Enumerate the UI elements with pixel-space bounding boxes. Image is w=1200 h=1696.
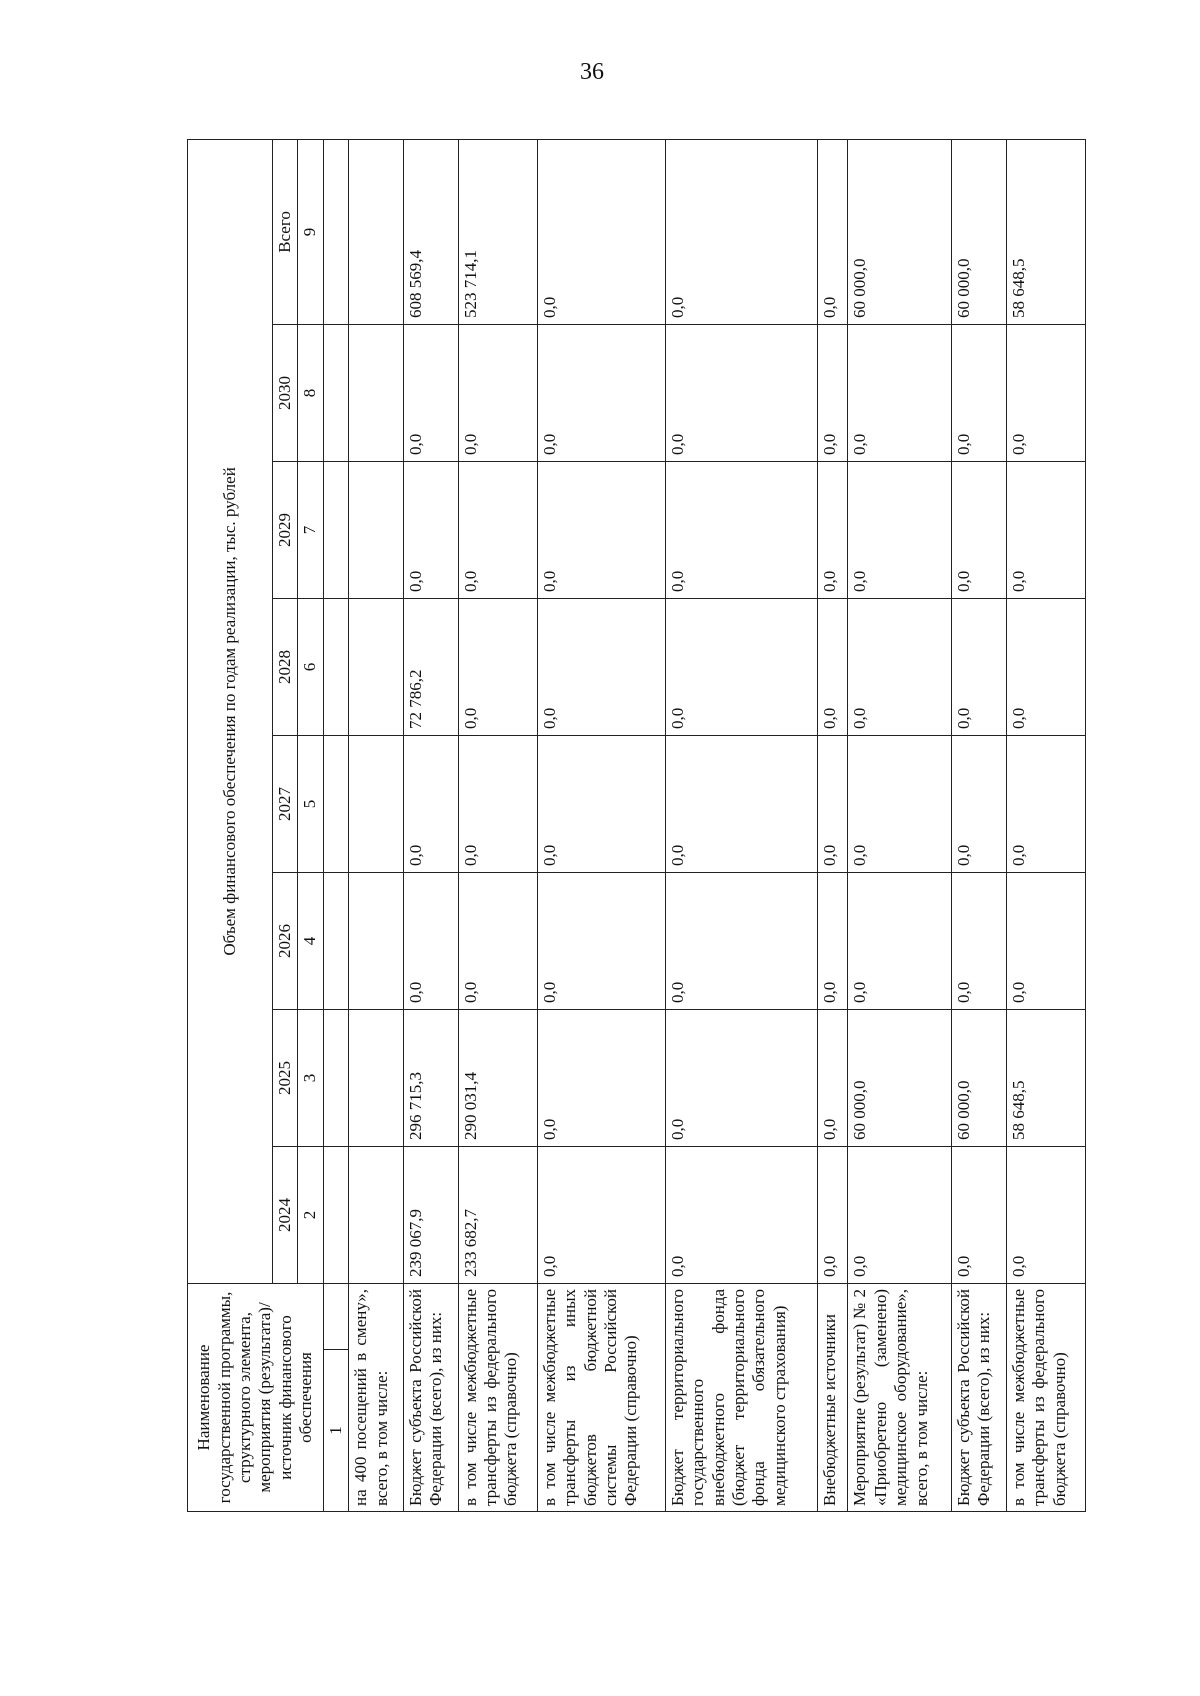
year-header: 2027 [273, 735, 298, 872]
value-cell: 0,0 [952, 324, 1007, 461]
value-cell: 0,0 [1006, 872, 1085, 1009]
value-cell: 0,0 [818, 324, 848, 461]
year-header: 2029 [273, 461, 298, 598]
col-number: 5 [298, 735, 323, 872]
value-cell: 0,0 [818, 461, 848, 598]
value-cell: 0,0 [848, 872, 952, 1009]
value-cell: 72 786,2 [403, 598, 458, 735]
rotated-table-container [187, 140, 1086, 1512]
empty-cell [323, 139, 348, 324]
row-name-cell: Внебюджетные источники [818, 1283, 848, 1511]
year-header: 2024 [273, 1146, 298, 1283]
value-cell: 0,0 [665, 598, 817, 735]
value-cell: 0,0 [952, 1146, 1007, 1283]
header-name-cell: Наименование государственной программы, структурного элемента, мероприятия (результата)/источник финансового обеспечения [188, 1283, 324, 1511]
table-row [665, 139, 817, 1511]
empty-cell [323, 872, 348, 1009]
value-cell: 60 000,0 [952, 1009, 1007, 1146]
row-name-cell: Мероприятие (результат) № 2 «Приобретено (заменено) медицинское оборудование», всего, в том числе: [848, 1283, 952, 1511]
value-cell: 0,0 [818, 1146, 848, 1283]
value-cell: 0,0 [537, 1146, 665, 1283]
value-cell: 0,0 [537, 735, 665, 872]
col-number: 4 [298, 872, 323, 1009]
value-cell [349, 1009, 404, 1146]
value-cell: 0,0 [537, 461, 665, 598]
table-row [818, 139, 848, 1511]
value-cell: 0,0 [537, 872, 665, 1009]
value-cell: 0,0 [818, 735, 848, 872]
row-name-cell: Бюджет территориального государственного внебюджетного фонда (бюджет территориального фонда обязательного медицинского страхования) [665, 1283, 817, 1511]
value-cell: 0,0 [665, 461, 817, 598]
empty-cell [323, 1009, 348, 1146]
col-number: 1 [323, 1350, 348, 1512]
value-cell: 0,0 [1006, 324, 1085, 461]
value-cell: 0,0 [952, 598, 1007, 735]
value-cell: 58 648,5 [1006, 139, 1085, 324]
value-cell: 0,0 [665, 1146, 817, 1283]
finance-table [187, 139, 1086, 1512]
value-cell: 0,0 [1006, 1146, 1085, 1283]
row-name-cell: в том числе межбюджетные трансферты из федерального бюджета (справочно) [1006, 1283, 1085, 1511]
value-cell: 0,0 [665, 872, 817, 1009]
value-cell [349, 735, 404, 872]
year-header: 2028 [273, 598, 298, 735]
value-cell [349, 139, 404, 324]
value-cell: 58 648,5 [1006, 1009, 1085, 1146]
value-cell: 0,0 [458, 461, 537, 598]
value-cell: 0,0 [458, 872, 537, 1009]
year-header: 2025 [273, 1009, 298, 1146]
value-cell [349, 461, 404, 598]
table-row [537, 139, 665, 1511]
value-cell: 0,0 [458, 598, 537, 735]
value-cell: 0,0 [818, 139, 848, 324]
table-row [458, 139, 537, 1511]
value-cell: 608 569,4 [403, 139, 458, 324]
empty-cell [323, 461, 348, 598]
col-number: 7 [298, 461, 323, 598]
year-header: 2026 [273, 872, 298, 1009]
col-number: 2 [298, 1146, 323, 1283]
value-cell [349, 324, 404, 461]
value-cell: 0,0 [665, 139, 817, 324]
value-cell: 0,0 [665, 1009, 817, 1146]
value-cell: 0,0 [848, 324, 952, 461]
value-cell: 0,0 [1006, 598, 1085, 735]
row-name-cell: Бюджет субъекта Российской Федерации (всего), из них: [952, 1283, 1007, 1511]
year-header: Всего [273, 139, 298, 324]
value-cell: 296 715,3 [403, 1009, 458, 1146]
value-cell: 290 031,4 [458, 1009, 537, 1146]
value-cell: 0,0 [848, 735, 952, 872]
empty-cell [323, 735, 348, 872]
value-cell: 0,0 [848, 1146, 952, 1283]
year-header: 2030 [273, 324, 298, 461]
value-cell: 0,0 [952, 735, 1007, 872]
value-cell: 60 000,0 [848, 139, 952, 324]
value-cell [349, 872, 404, 1009]
value-cell: 239 067,9 [403, 1146, 458, 1283]
empty-cell [323, 1146, 348, 1283]
value-cell: 0,0 [403, 324, 458, 461]
row-name-cell: Бюджет субъекта Российской Федерации (всего), из них: [403, 1283, 458, 1511]
value-cell: 0,0 [665, 735, 817, 872]
value-cell: 0,0 [952, 872, 1007, 1009]
col-number: 3 [298, 1009, 323, 1146]
table-row [848, 139, 952, 1511]
table-row [403, 139, 458, 1511]
header-volume-cell: Объем финансового обеспечения по годам реализации, тыс. рублей [188, 139, 273, 1283]
value-cell: 0,0 [458, 324, 537, 461]
value-cell: 0,0 [537, 139, 665, 324]
value-cell: 0,0 [818, 598, 848, 735]
table-row [1006, 139, 1085, 1511]
empty-cell [323, 598, 348, 735]
value-cell: 0,0 [537, 598, 665, 735]
value-cell: 233 682,7 [458, 1146, 537, 1283]
value-cell: 60 000,0 [848, 1009, 952, 1146]
empty-cell [323, 1283, 348, 1349]
value-cell: 0,0 [403, 461, 458, 598]
col-number: 8 [298, 324, 323, 461]
page-number: 36 [580, 59, 604, 85]
col-number: 9 [298, 139, 323, 324]
value-cell: 60 000,0 [952, 139, 1007, 324]
value-cell: 0,0 [1006, 735, 1085, 872]
value-cell: 523 714,1 [458, 139, 537, 324]
empty-cell [323, 324, 348, 461]
table-row [952, 139, 1007, 1511]
value-cell: 0,0 [665, 324, 817, 461]
col-number: 6 [298, 598, 323, 735]
row-name-cell: в том числе межбюджетные трансферты из федерального бюджета (справочно) [458, 1283, 537, 1511]
value-cell: 0,0 [458, 735, 537, 872]
value-cell [349, 598, 404, 735]
value-cell: 0,0 [848, 461, 952, 598]
value-cell: 0,0 [537, 1009, 665, 1146]
value-cell: 0,0 [818, 872, 848, 1009]
value-cell: 0,0 [952, 461, 1007, 598]
table-row [349, 139, 404, 1511]
value-cell: 0,0 [1006, 461, 1085, 598]
value-cell: 0,0 [537, 324, 665, 461]
value-cell: 0,0 [818, 1009, 848, 1146]
value-cell [349, 1146, 404, 1283]
value-cell: 0,0 [848, 598, 952, 735]
row-name-cell: на 400 посещений в смену», всего, в том числе: [349, 1283, 404, 1511]
row-name-cell: в том числе межбюджетные трансферты из иных бюджетов бюджетной системы Российской Федерации (справочно) [537, 1283, 665, 1511]
value-cell: 0,0 [403, 872, 458, 1009]
value-cell: 0,0 [403, 735, 458, 872]
